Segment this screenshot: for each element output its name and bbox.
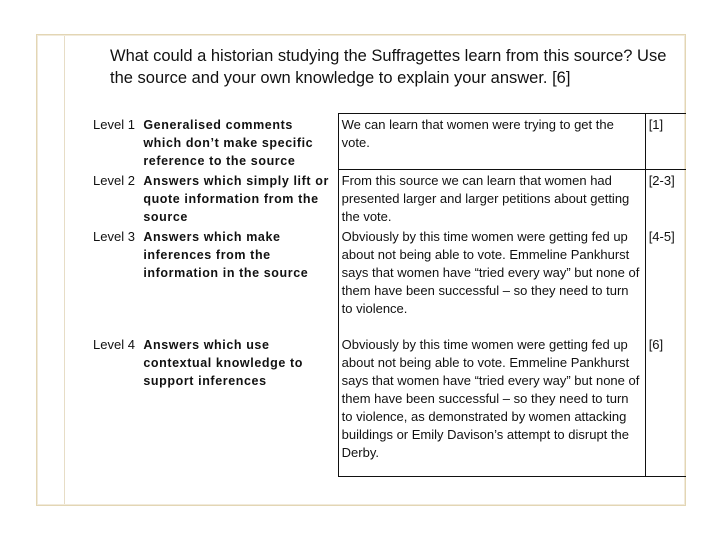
table-row <box>90 114 686 170</box>
example-answer: Obviously by this time women were getting fed up about not being able to vote. Emmeline Pankhurst says that women have “tried every way” but none of them have been successful – so they need to turn to violence. <box>338 226 645 334</box>
level-label: Level 4 <box>93 337 135 352</box>
level-criteria: Answers which use contextual knowledge to support inferences <box>140 334 338 476</box>
level-criteria: Generalised comments which don’t make specific reference to the source <box>140 114 338 170</box>
level-criteria: Answers which simply lift or quote information from the source <box>140 170 338 227</box>
level-label: Level 1 <box>93 116 135 132</box>
example-answer: We can learn that women were trying to get the vote. <box>338 114 645 170</box>
level-criteria: Answers which make inferences from the information in the source <box>140 226 338 334</box>
marks-label: [1] <box>645 114 686 170</box>
example-answer: From this source we can learn that women had presented larger and larger petitions about getting the vote. <box>338 170 645 227</box>
question-text: What could a historian studying the Suffragettes learn from this source? Use the source and your own knowledge to explain your answer. [6] <box>110 47 667 87</box>
example-answer: Obviously by this time women were getting fed up about not being able to vote. Emmeline Pankhurst says that women have “tried every way” but none of them have been successful – so they need to turn to violence, as demonstrated by women attacking buildings or Emily Davison’s attempt to disrupt the Derby. <box>338 334 645 476</box>
table-row <box>90 334 686 476</box>
level-label: Level 2 <box>93 172 135 188</box>
level-label: Level 3 <box>93 229 135 244</box>
margin-rule <box>64 36 65 504</box>
marks-label: [6] <box>645 334 686 476</box>
table-row <box>90 170 686 227</box>
marks-label: [4-5] <box>648 229 675 244</box>
mark-scheme-table <box>90 113 686 477</box>
table-row <box>90 226 686 334</box>
marks-label: [2-3] <box>645 170 686 227</box>
